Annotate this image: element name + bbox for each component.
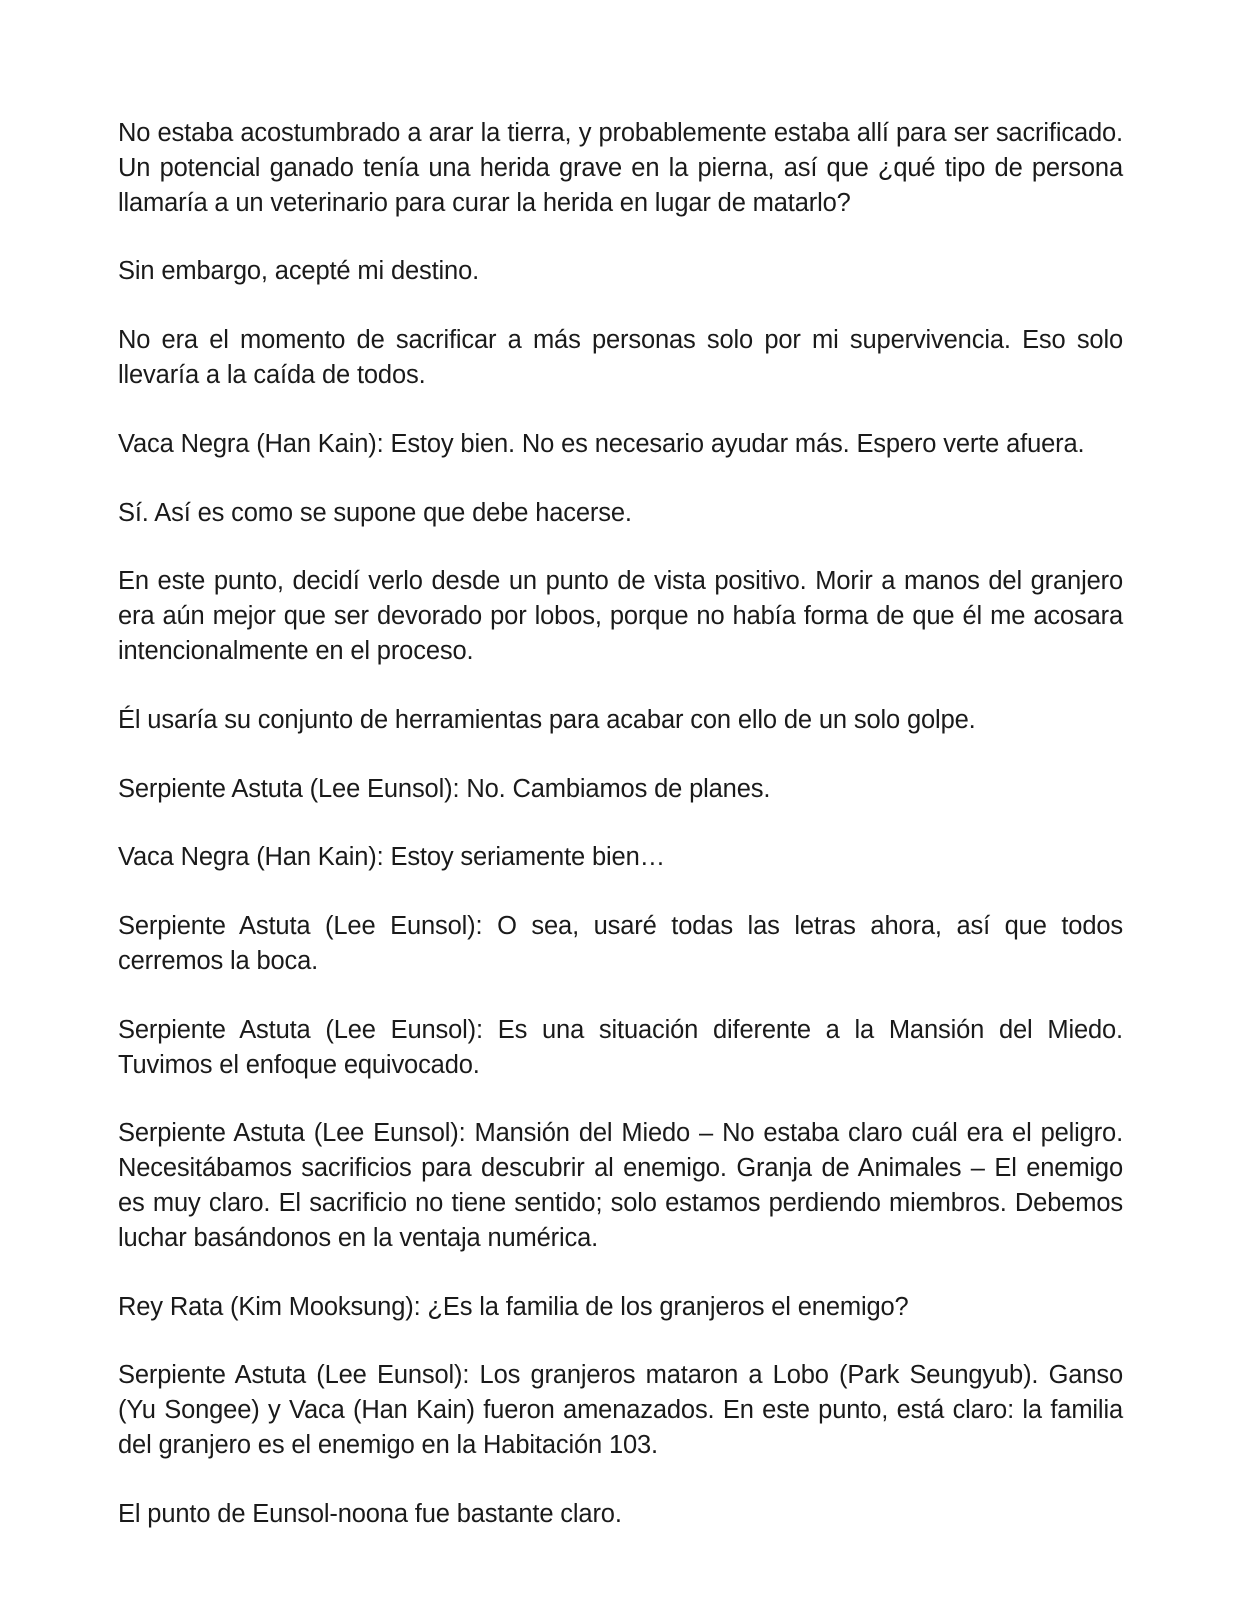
paragraph-9: Vaca Negra (Han Kain): Estoy seriamente bien…: [118, 843, 665, 872]
paragraph-10: Serpiente Astuta (Lee Eunsol): O sea, usaré todas las letras ahora, así que todos cerremos la boca.: [118, 912, 1123, 975]
paragraph-2: Sin embargo, acepté mi destino.: [118, 257, 480, 286]
paragraph-6: En este punto, decidí verlo desde un punto de vista positivo. Morir a manos del granjero era aún mejor que ser devorado por lobos, porque no había forma de que él me acosara intencionalmente en el proceso.: [118, 567, 1123, 665]
paragraph-1: No estaba acostumbrado a arar la tierra, y probablemente estaba allí para ser sacrificado. Un potencial ganado tenía una herida grave en la pierna, así que ¿qué tipo de persona llamaría a un veterinario para curar la herida en lugar de matarlo?: [118, 119, 1123, 217]
paragraph-5: Sí. Así es como se supone que debe hacerse.: [118, 498, 632, 527]
paragraph-8: Serpiente Astuta (Lee Eunsol): No. Cambiamos de planes.: [118, 774, 771, 803]
paragraph-13: Rey Rata (Kim Mooksung): ¿Es la familia de los granjeros el enemigo?: [118, 1292, 909, 1321]
paragraph-15: El punto de Eunsol-noona fue bastante claro.: [118, 1499, 622, 1528]
paragraph-14: Serpiente Astuta (Lee Eunsol): Los granjeros mataron a Lobo (Park Seungyub). Ganso (Yu Songee) y Vaca (Han Kain) fueron amenazados. En este punto, está claro: la familia del granjero es el enemigo en la Habitación 103.: [118, 1361, 1123, 1459]
paragraph-12: Serpiente Astuta (Lee Eunsol): Mansión del Miedo – No estaba claro cuál era el peligro. Necesitábamos sacrificios para descubrir al enemigo. Granja de Animales – El enemigo es muy claro. El sacrificio no tiene sentido; solo estamos perdiendo miembros. Debemos luchar basándonos en la ventaja numérica.: [118, 1119, 1123, 1252]
paragraph-4: Vaca Negra (Han Kain): Estoy bien. No es necesario ayudar más. Espero verte afuera.: [118, 429, 1085, 458]
paragraph-7: Él usaría su conjunto de herramientas para acabar con ello de un solo golpe.: [118, 705, 976, 734]
paragraph-11: Serpiente Astuta (Lee Eunsol): Es una situación diferente a la Mansión del Miedo. Tuvimos el enfoque equivocado.: [118, 1015, 1123, 1079]
paragraph-3: No era el momento de sacrificar a más personas solo por mi supervivencia. Eso solo llevaría a la caída de todos.: [118, 326, 1123, 389]
